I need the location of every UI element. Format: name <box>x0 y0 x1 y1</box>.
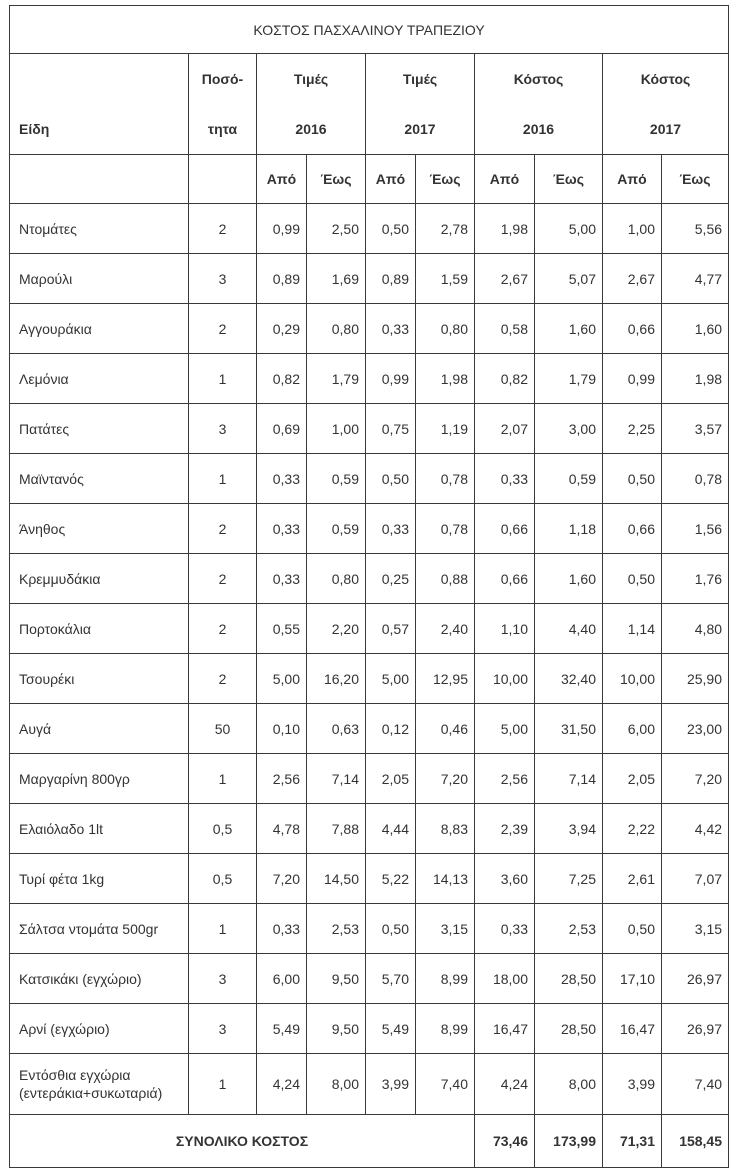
item-name-text: Τυρί φέτα 1kg <box>19 870 105 887</box>
item-value: 0,99 <box>603 354 662 404</box>
item-qty: 0,5 <box>189 804 257 854</box>
item-value: 2,53 <box>535 904 603 954</box>
item-value: 1,98 <box>416 354 475 404</box>
item-value: 3,57 <box>662 404 729 454</box>
item-value: 0,10 <box>257 704 307 754</box>
item-value: 2,50 <box>307 204 366 254</box>
item-value: 2,67 <box>603 254 662 304</box>
item-value: 2,40 <box>416 604 475 654</box>
item-value: 5,00 <box>257 654 307 704</box>
item-value: 2,05 <box>366 754 416 804</box>
item-value: 0,78 <box>416 454 475 504</box>
total-label: ΣΥΝΟΛΙΚΟ ΚΟΣΤΟΣ <box>10 1115 475 1168</box>
item-value: 31,50 <box>535 704 603 754</box>
item-value: 7,88 <box>307 804 366 854</box>
item-value: 0,66 <box>475 504 535 554</box>
item-value: 7,20 <box>662 754 729 804</box>
item-value: 2,05 <box>603 754 662 804</box>
subheader-to: Έως <box>416 155 475 204</box>
item-value: 1,79 <box>535 354 603 404</box>
title-row <box>10 6 729 54</box>
subheader-from: Από <box>257 155 307 204</box>
table-row <box>10 454 729 504</box>
item-qty: 2 <box>189 554 257 604</box>
item-name-text-2: (εντεράκια+συκωταριά) <box>19 1085 163 1101</box>
item-qty: 50 <box>189 704 257 754</box>
item-value: 14,13 <box>416 854 475 904</box>
item-value: 0,50 <box>366 904 416 954</box>
item-value: 5,49 <box>366 1004 416 1054</box>
item-value: 0,88 <box>416 554 475 604</box>
item-value: 16,47 <box>603 1004 662 1054</box>
item-name-text: Πατάτες <box>19 420 70 437</box>
item-value: 0,78 <box>662 454 729 504</box>
item-value: 0,66 <box>475 554 535 604</box>
subheader-empty-items <box>10 155 189 204</box>
item-value: 2,78 <box>416 204 475 254</box>
item-value: 0,69 <box>257 404 307 454</box>
header-qty-top: Ποσό- <box>201 71 244 87</box>
item-value: 8,83 <box>416 804 475 854</box>
table-row <box>10 604 729 654</box>
item-value: 8,99 <box>416 954 475 1004</box>
item-value: 26,97 <box>662 954 729 1004</box>
item-value: 5,56 <box>662 204 729 254</box>
item-value: 1,10 <box>475 604 535 654</box>
item-value: 0,50 <box>603 454 662 504</box>
item-value: 0,80 <box>307 554 366 604</box>
header-items: Είδη <box>10 54 189 155</box>
item-value: 0,82 <box>475 354 535 404</box>
item-value: 1,60 <box>535 554 603 604</box>
item-name <box>10 1004 189 1054</box>
item-value: 0,82 <box>257 354 307 404</box>
subheader-to: Έως <box>535 155 603 204</box>
header-qty-bottom: τητα <box>207 121 238 137</box>
item-value: 7,20 <box>257 854 307 904</box>
subheader-from: Από <box>475 155 535 204</box>
item-value: 5,70 <box>366 954 416 1004</box>
item-name-text: Μαργαρίνη 800γρ <box>19 770 130 787</box>
header-prices-2016: Τιμές 2016 <box>257 54 366 155</box>
subheader-from: Από <box>366 155 416 204</box>
item-name <box>10 1054 189 1115</box>
item-name-text: Μαρούλι <box>19 270 73 287</box>
header-qty <box>189 54 257 155</box>
table-row <box>10 954 729 1004</box>
item-value: 5,00 <box>475 704 535 754</box>
item-name <box>10 354 189 404</box>
item-value: 0,99 <box>257 204 307 254</box>
item-value: 16,47 <box>475 1004 535 1054</box>
item-value: 1,60 <box>662 304 729 354</box>
item-value: 1,00 <box>307 404 366 454</box>
table-row <box>10 254 729 304</box>
header-prices-2017: Τιμές 2017 <box>366 54 475 155</box>
item-name <box>10 654 189 704</box>
item-value: 0,33 <box>366 304 416 354</box>
item-value: 8,99 <box>416 1004 475 1054</box>
subheader-to: Έως <box>662 155 729 204</box>
item-qty: 1 <box>189 1054 257 1115</box>
item-value: 2,61 <box>603 854 662 904</box>
item-value: 1,56 <box>662 504 729 554</box>
item-value: 7,14 <box>307 754 366 804</box>
item-value: 0,33 <box>475 454 535 504</box>
item-value: 0,50 <box>366 204 416 254</box>
item-name <box>10 604 189 654</box>
item-name-text: Αγγουράκια <box>19 320 92 337</box>
item-name-text: Ελαιόλαδο 1lt <box>19 820 103 837</box>
item-value: 26,97 <box>662 1004 729 1054</box>
item-value: 1,19 <box>416 404 475 454</box>
item-value: 3,15 <box>416 904 475 954</box>
item-qty: 2 <box>189 654 257 704</box>
item-value: 7,14 <box>535 754 603 804</box>
item-value: 2,25 <box>603 404 662 454</box>
item-value: 1,18 <box>535 504 603 554</box>
item-value: 2,56 <box>257 754 307 804</box>
item-qty: 2 <box>189 304 257 354</box>
total-value: 73,46 <box>475 1115 535 1168</box>
item-value: 25,90 <box>662 654 729 704</box>
item-value: 0,50 <box>603 554 662 604</box>
item-value: 0,33 <box>257 504 307 554</box>
item-value: 0,33 <box>475 904 535 954</box>
item-value: 0,50 <box>366 454 416 504</box>
item-qty: 1 <box>189 904 257 954</box>
item-name <box>10 754 189 804</box>
item-name <box>10 454 189 504</box>
item-qty: 2 <box>189 604 257 654</box>
easter-table-cost-table <box>9 5 729 1168</box>
item-value: 4,40 <box>535 604 603 654</box>
table-row <box>10 854 729 904</box>
item-value: 2,22 <box>603 804 662 854</box>
item-value: 7,07 <box>662 854 729 904</box>
item-value: 0,75 <box>366 404 416 454</box>
table-row <box>10 204 729 254</box>
item-name <box>10 904 189 954</box>
item-name-text: Σάλτσα ντομάτα 500gr <box>19 920 159 937</box>
table-row <box>10 1054 729 1115</box>
item-value: 28,50 <box>535 954 603 1004</box>
item-value: 17,10 <box>603 954 662 1004</box>
table-row <box>10 804 729 854</box>
item-name <box>10 304 189 354</box>
item-qty: 1 <box>189 454 257 504</box>
item-name-text: Κατσικάκι (εγχώριο) <box>19 970 142 987</box>
table-row <box>10 754 729 804</box>
item-value: 4,77 <box>662 254 729 304</box>
item-value: 4,24 <box>475 1054 535 1115</box>
item-value: 16,20 <box>307 654 366 704</box>
item-value: 0,57 <box>366 604 416 654</box>
item-value: 2,07 <box>475 404 535 454</box>
item-value: 0,33 <box>257 454 307 504</box>
item-value: 9,50 <box>307 954 366 1004</box>
item-qty: 3 <box>189 954 257 1004</box>
item-value: 10,00 <box>475 654 535 704</box>
item-value: 1,60 <box>535 304 603 354</box>
item-value: 2,67 <box>475 254 535 304</box>
item-value: 0,80 <box>416 304 475 354</box>
item-value: 0,78 <box>416 504 475 554</box>
item-value: 2,56 <box>475 754 535 804</box>
item-name <box>10 204 189 254</box>
item-name <box>10 504 189 554</box>
item-value: 2,39 <box>475 804 535 854</box>
item-value: 0,99 <box>366 354 416 404</box>
item-value: 5,49 <box>257 1004 307 1054</box>
item-value: 1,59 <box>416 254 475 304</box>
table-row <box>10 704 729 754</box>
subheader-to: Έως <box>307 155 366 204</box>
item-value: 2,20 <box>307 604 366 654</box>
item-name-text: Μαϊντανός <box>19 470 84 487</box>
item-value: 23,00 <box>662 704 729 754</box>
item-value: 0,59 <box>307 454 366 504</box>
item-value: 0,55 <box>257 604 307 654</box>
table-row <box>10 554 729 604</box>
item-name-text: Τσουρέκι <box>19 670 75 687</box>
total-value: 158,45 <box>662 1115 729 1168</box>
table-row <box>10 904 729 954</box>
item-value: 0,33 <box>257 904 307 954</box>
item-value: 1,14 <box>603 604 662 654</box>
item-value: 4,78 <box>257 804 307 854</box>
item-value: 0,29 <box>257 304 307 354</box>
item-value: 1,00 <box>603 204 662 254</box>
item-name-text: Λεμόνια <box>19 370 69 387</box>
item-name <box>10 804 189 854</box>
total-value: 71,31 <box>603 1115 662 1168</box>
item-value: 0,66 <box>603 504 662 554</box>
item-value: 7,40 <box>416 1054 475 1115</box>
item-value: 0,33 <box>257 554 307 604</box>
item-value: 3,60 <box>475 854 535 904</box>
item-value: 0,46 <box>416 704 475 754</box>
subheader-from: Από <box>603 155 662 204</box>
item-qty: 3 <box>189 1004 257 1054</box>
table-title: ΚΟΣΤΟΣ ΠΑΣΧΑΛΙΝΟΥ ΤΡΑΠΕΖΙΟΥ <box>10 6 729 54</box>
item-name-text: Άνηθος <box>19 520 66 537</box>
item-qty: 2 <box>189 504 257 554</box>
item-value: 8,00 <box>307 1054 366 1115</box>
item-value: 5,22 <box>366 854 416 904</box>
item-value: 0,63 <box>307 704 366 754</box>
table-row <box>10 354 729 404</box>
item-value: 0,66 <box>603 304 662 354</box>
item-value: 28,50 <box>535 1004 603 1054</box>
item-qty: 3 <box>189 404 257 454</box>
item-value: 0,59 <box>535 454 603 504</box>
item-value: 3,99 <box>603 1054 662 1115</box>
item-value: 5,00 <box>366 654 416 704</box>
item-value: 32,40 <box>535 654 603 704</box>
item-value: 4,44 <box>366 804 416 854</box>
total-row <box>10 1115 729 1168</box>
item-value: 8,00 <box>535 1054 603 1115</box>
item-value: 0,89 <box>366 254 416 304</box>
item-value: 2,53 <box>307 904 366 954</box>
item-value: 0,33 <box>366 504 416 554</box>
total-value: 173,99 <box>535 1115 603 1168</box>
item-value: 0,80 <box>307 304 366 354</box>
item-qty: 0,5 <box>189 854 257 904</box>
item-qty: 3 <box>189 254 257 304</box>
item-value: 6,00 <box>257 954 307 1004</box>
table-row <box>10 504 729 554</box>
item-value: 12,95 <box>416 654 475 704</box>
item-value: 3,00 <box>535 404 603 454</box>
subheader-empty-qty <box>189 155 257 204</box>
item-value: 9,50 <box>307 1004 366 1054</box>
item-value: 0,58 <box>475 304 535 354</box>
item-value: 7,20 <box>416 754 475 804</box>
subheader-row <box>10 155 729 204</box>
item-value: 4,42 <box>662 804 729 854</box>
item-name-text: Ντομάτες <box>19 220 77 237</box>
item-qty: 2 <box>189 204 257 254</box>
item-value: 3,94 <box>535 804 603 854</box>
item-value: 7,40 <box>662 1054 729 1115</box>
item-value: 5,07 <box>535 254 603 304</box>
item-qty: 1 <box>189 754 257 804</box>
item-value: 0,12 <box>366 704 416 754</box>
item-value: 4,80 <box>662 604 729 654</box>
item-value: 10,00 <box>603 654 662 704</box>
item-value: 0,50 <box>603 904 662 954</box>
table-row <box>10 654 729 704</box>
item-value: 1,76 <box>662 554 729 604</box>
item-name <box>10 254 189 304</box>
item-value: 6,00 <box>603 704 662 754</box>
item-value: 1,69 <box>307 254 366 304</box>
header-cost-2016: Κόστος 2016 <box>475 54 603 155</box>
item-value: 14,50 <box>307 854 366 904</box>
item-value: 0,59 <box>307 504 366 554</box>
item-value: 4,24 <box>257 1054 307 1115</box>
item-value: 3,15 <box>662 904 729 954</box>
item-value: 0,89 <box>257 254 307 304</box>
header-cost-2017: Κόστος 2017 <box>603 54 729 155</box>
item-name <box>10 854 189 904</box>
table-row <box>10 1004 729 1054</box>
table-row <box>10 304 729 354</box>
item-name <box>10 954 189 1004</box>
item-name-text: Αρνί (εγχώριο) <box>19 1020 110 1037</box>
item-name-text: Εντόσθια εγχώρια <box>19 1067 131 1083</box>
item-name-text: Πορτοκάλια <box>19 620 91 637</box>
table-row <box>10 404 729 454</box>
item-value: 1,79 <box>307 354 366 404</box>
item-name <box>10 704 189 754</box>
item-value: 1,98 <box>662 354 729 404</box>
item-name-text: Αυγά <box>19 720 52 737</box>
item-value: 18,00 <box>475 954 535 1004</box>
item-value: 5,00 <box>535 204 603 254</box>
item-value: 7,25 <box>535 854 603 904</box>
item-name <box>10 554 189 604</box>
item-qty: 1 <box>189 354 257 404</box>
item-value: 3,99 <box>366 1054 416 1115</box>
item-value: 0,25 <box>366 554 416 604</box>
item-name-text: Κρεμμυδάκια <box>19 570 101 587</box>
item-name <box>10 404 189 454</box>
item-value: 1,98 <box>475 204 535 254</box>
